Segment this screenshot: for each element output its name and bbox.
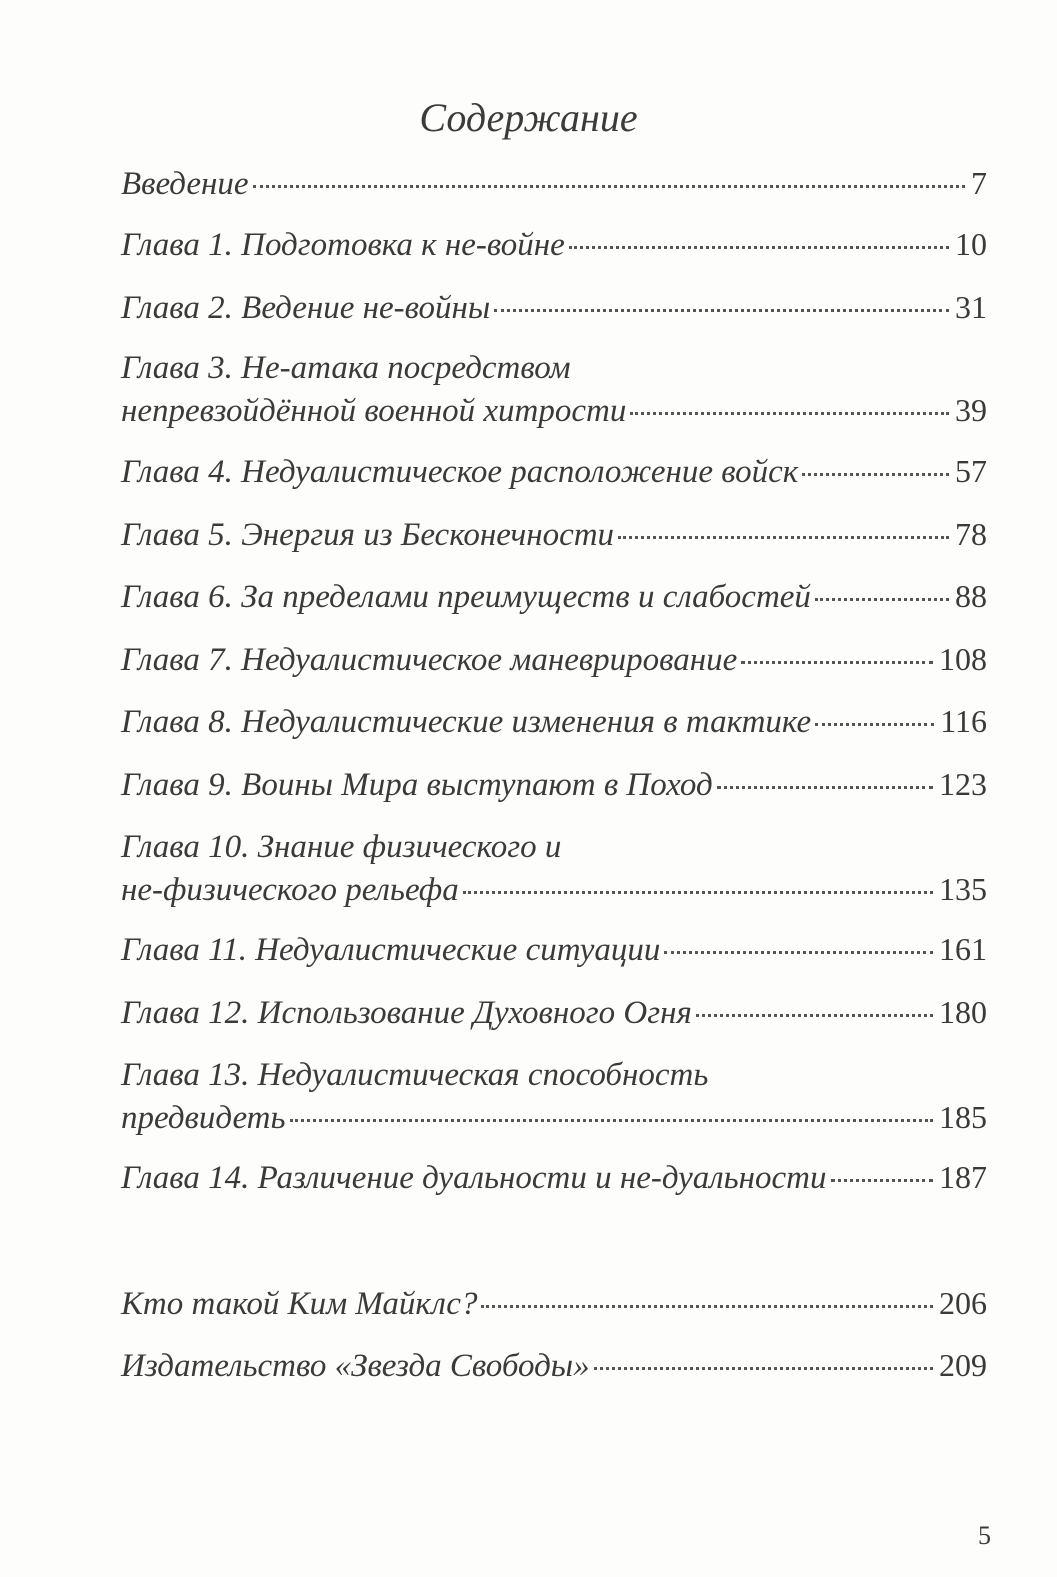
toc-entry-chapter-2 — [121, 286, 987, 329]
dot-leader — [831, 1179, 934, 1182]
toc-entry-chapter-10 — [121, 826, 987, 911]
toc-entry-label: Глава 6. За пределами преимуществ и слабостей — [121, 579, 811, 615]
dot-leader — [664, 951, 933, 954]
dot-leader — [569, 246, 949, 249]
toc-entry-chapter-11 — [121, 928, 987, 971]
toc-entry-label: Глава 9. Воины Мира выступают в Поход — [121, 767, 713, 803]
toc-entry-introduction — [121, 162, 987, 205]
toc-entry-chapter-7 — [121, 638, 987, 681]
toc-entry-label: Глава 2. Ведение не-войны — [121, 290, 491, 326]
toc-entry-page: 161 — [939, 931, 987, 967]
toc-entry-page: 123 — [939, 766, 987, 802]
toc-entry-chapter-9 — [121, 763, 987, 806]
toc-entry-chapter-5 — [121, 513, 987, 556]
toc-entry-chapter-13 — [121, 1054, 987, 1139]
toc-entry-page: 31 — [955, 289, 987, 325]
toc-entry-page: 187 — [939, 1159, 987, 1195]
toc-entry-chapter-1 — [121, 223, 987, 266]
toc-entry-label: Глава 5. Энергия из Бесконечности — [121, 517, 615, 553]
toc-entry-chapter-12 — [121, 991, 987, 1034]
dot-leader — [594, 1367, 933, 1370]
toc-entry-label: Кто такой Ким Майклс? — [121, 1286, 478, 1322]
toc-entry-page: 57 — [955, 453, 987, 489]
page-number: 5 — [978, 1521, 991, 1550]
toc-entry-label: Глава 7. Недуалистическое маневрирование — [121, 642, 738, 678]
toc-entry-label: Введение — [121, 166, 249, 202]
toc-entry-page: 78 — [955, 516, 987, 552]
toc-entry-label: Глава 11. Недуалистические ситуации — [121, 932, 661, 968]
toc-entry-page: 180 — [939, 994, 987, 1030]
dot-leader — [741, 661, 933, 664]
dot-leader — [815, 598, 949, 601]
toc-entry-label: Глава 8. Недуалистические изменения в тактике — [121, 704, 812, 740]
toc-entry-page: 209 — [939, 1347, 987, 1383]
toc-entry-about-author — [121, 1282, 987, 1325]
dot-leader — [481, 1305, 933, 1308]
toc-entry-page: 39 — [955, 392, 987, 428]
toc-entry-label: не-физического рельефа — [121, 872, 459, 908]
dot-leader — [630, 412, 949, 415]
toc-entry-label-line1: Глава 10. Знание физического и — [121, 829, 562, 865]
toc-entry-chapter-8 — [121, 700, 987, 743]
toc-entry-label: Издательство «Звезда Свободы» — [121, 1348, 590, 1384]
toc-entry-page: 135 — [939, 871, 987, 907]
toc-entry-page: 88 — [955, 578, 987, 614]
toc-entry-label: Глава 4. Недуалистическое расположение войск — [121, 454, 799, 490]
toc-entry-label: предвидеть — [121, 1100, 286, 1136]
toc-entry-page: 108 — [939, 641, 987, 677]
toc-entry-publisher — [121, 1344, 987, 1387]
toc-entry-chapter-14 — [121, 1156, 987, 1199]
dot-leader — [815, 723, 934, 726]
toc-entry-chapter-6 — [121, 575, 987, 618]
dot-leader — [618, 536, 949, 539]
toc-entry-label-line1: Глава 13. Недуалистическая способность — [121, 1057, 709, 1093]
toc-entry-page: 185 — [939, 1099, 987, 1135]
toc-entry-label: непревзойдённой военной хитрости — [121, 393, 627, 429]
dot-leader — [802, 473, 949, 476]
dot-leader — [290, 1119, 933, 1122]
toc-entry-label-line1: Глава 3. Не-атака посредством — [121, 350, 571, 386]
toc-entry-chapter-4 — [121, 450, 987, 493]
toc-entry-label: Глава 12. Использование Духовного Огня — [121, 995, 692, 1031]
dot-leader — [463, 891, 933, 894]
toc-entry-label: Глава 1. Подготовка к не-войне — [121, 227, 565, 263]
toc-entry-page: 206 — [939, 1285, 987, 1321]
toc-entry-page: 116 — [940, 703, 987, 739]
toc-entry-label: Глава 14. Различение дуальности и не-дуальности — [121, 1160, 827, 1196]
toc-entry-page: 10 — [955, 226, 987, 262]
toc-entry-chapter-3 — [121, 347, 987, 432]
dot-leader — [494, 309, 949, 312]
toc-entry-page: 7 — [971, 165, 987, 201]
dot-leader — [253, 185, 965, 188]
page-title: Содержание — [419, 95, 638, 140]
dot-leader — [696, 1014, 933, 1017]
dot-leader — [717, 786, 933, 789]
